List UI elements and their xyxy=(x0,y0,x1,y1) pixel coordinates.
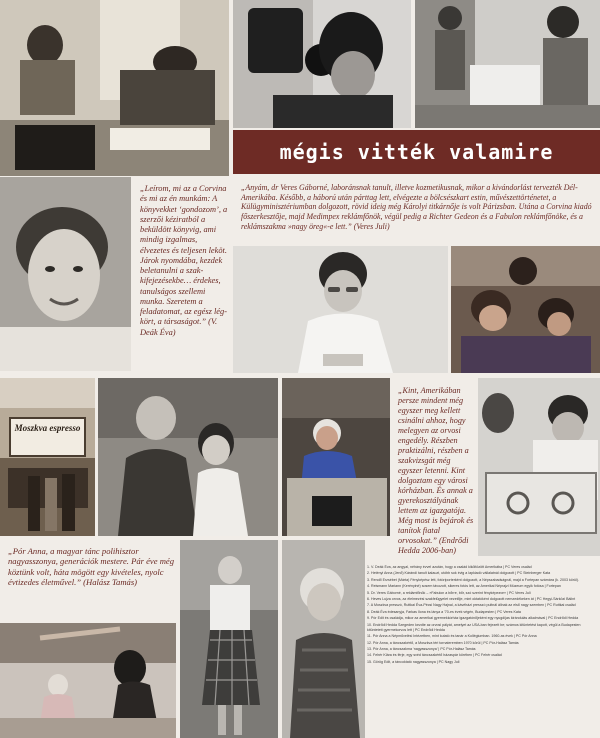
photo-deak-eva-portrait xyxy=(0,177,131,371)
caption-item: 2. Hetényi Anna (Jenő) Kárándi tanult kalauzt, utóbb sok évig a lapkiadó vállalatnál dolgozott | PC Steinberger Kata xyxy=(367,571,551,576)
caption-item: 8. Deák Éva édesanyja, Farkas Ilona és lánya a '70-es évek végén, Budapesten | PC Veres Kata xyxy=(367,609,521,614)
title-banner xyxy=(233,130,600,174)
photo-gorog-edit-portrait xyxy=(282,540,365,738)
photo-woman-lab-model xyxy=(415,0,600,128)
photo-captions xyxy=(367,565,595,735)
cafe-sign: Moszkva espresso xyxy=(14,423,81,433)
photo-woman-camera xyxy=(233,0,411,128)
caption-item: 1. V. Deák Éva, az angyal, néhány évvel azután, hogy a család kiköltözött Amerikába | PC Veres család xyxy=(367,565,532,569)
quote-deak-eva: „Leírom, mi az a Corvina és mi az én munkám: A könyvekket ‘gondozom’, a szerzői kéziratból a beküldött könyvig, ami mindig izgalmas, élvezetes és teljesen leköt. Járok nyomdába, kezdek beletanulni a szakkifejezésekbe… érdekes, tanulságos szellemi munka. Szeretem a feladatomat, az egész légkört, a társaságot.” (V. Deák Éva) xyxy=(140,184,228,337)
photo-doctor-incubator xyxy=(478,378,600,556)
caption-item: 11. Pór Anna a Népművelési Intézetben, mint kutató és tanár a Kollégiumban. 1960-as évek | PC Pór Anna xyxy=(367,634,537,639)
banner-title: mégis vitték valamire xyxy=(279,140,554,164)
photo-moszkva-espresso xyxy=(0,378,95,536)
caption-item: 5. Dr. Veres Gáborné, a reklámfőnök – »Fabulon a bőrre, bőr, szó szerint fényképezve« | PC Veres Juli xyxy=(367,590,531,595)
caption-item: 12. Pór Anna, a táncszakértő, a Moszkva téri tornateremben 1970 körül | PC Pór-Halász Tamás xyxy=(367,640,519,645)
photo-two-women-desk xyxy=(0,0,229,176)
photo-veres-gaborne-desk xyxy=(233,246,448,373)
quote-endrodi-hedda: „Kint, Amerikában persze mindent még egyszer meg kellett csinálni ahhoz, hogy melegyen az orvosi engedély. Részben praktizálni, részben a szakvizsgát még egyszer letenni. Kint dolgoztam egy városi kórházban. És annak a gyerekosztályának lettem az igazgatója. Még most is bejárok és tanítok fiatal orvosokat.” (Endrődi Hedda 2006-ban) xyxy=(398,386,474,555)
caption-item: 6. Heves Lujza orvos, az élelmezési szakfelügyelet vezetője, mint oktatóként dolgozott nemzedékeken át | PC Hegyi-Sárközi Bálint xyxy=(367,596,576,601)
caption-item: 13. Pór Anna, a táncszakma ‘nagyasszonya’ | PC Pór-Halász Tamás xyxy=(367,646,476,651)
quote-veres-juli: „Anyám, dr Veres Gáborné, laboránsnak tanult, illetve kozmetikusnak, mikor a kivándorlást tervezték Dél-Amerikába. Később, a háború után párttag lett, elvégezte a bölcsészkart estin, művészettörténetet, a Külügyminisztériumban dolgozott, rövid ideig még Károlyi titkárnője is volt Párizsban. Utána a Corvina kiadó főszerkesztője, majd Medimpex reklámfőnök, végül pedig a Richter Gedeon és a Fabulon reklámfőnöke, és a reklámszakma »nagy öreg«-e lett.” (Veres Juli) xyxy=(241,183,592,231)
caption-item: 14. Fehér Klára és férje, egy svéd táncszakértő házaspár körében | PC Fehér család xyxy=(367,653,502,658)
caption-item: 10. Endrődi Hedda Szegeden kezdte az orvosi pályát, amelyet az USA-ban fejezett be; számos kitüntetést kapott, végül a Budapesten kitüntetett gyermekorvos lett | PC Endrődi Hedda xyxy=(367,622,581,632)
caption-item: 3. Rendő Erzsébet (Márta) Fényképész lett, fotóriporterként dolgozott, a Népszabadságnál, majd a Fortepan számára (k. 2003 körül). xyxy=(367,577,579,582)
caption-item: 9. Pór Edit és családja, mikor az amerikai gyermekkórház igazgatónőjeként egy nyugdíjas kirándulás alkalmával | PC Endrődi Hedda xyxy=(367,616,579,621)
quote-por-anna: „Pór Anna, a magyar tánc polihisztor nagyasszonya, generációk mestere. Pár éve még köztünk volt, háta mögött egy kivételes, nyolc évtizedes életművel.” (Halász Tamás) xyxy=(8,546,175,588)
caption-item: 4. Reismann Mariann (Kerényiné) sosem távozott, sikeres fotós lett, az Amerikai Néprajzi Múzeum egyik fotósa | Fortepan xyxy=(367,584,561,589)
photo-hedda-armchair xyxy=(282,378,390,536)
photo-por-anna-dance-class xyxy=(0,623,176,738)
caption-item: 15. Görög Edit, a táncoktató nagyasszonya | PC Nagy Juli xyxy=(367,659,460,664)
photo-family-children xyxy=(451,246,600,373)
photo-woman-plaid-skirt xyxy=(180,540,278,738)
photo-mother-daughter xyxy=(98,378,278,536)
caption-item: 7. A Moszkva presszó, Ruttkai Éva-Pécsi Nagy Hajnal, a kávéházi presszó pultnál állnak az első nagy szemben | PC Ruttkai család xyxy=(367,603,576,608)
